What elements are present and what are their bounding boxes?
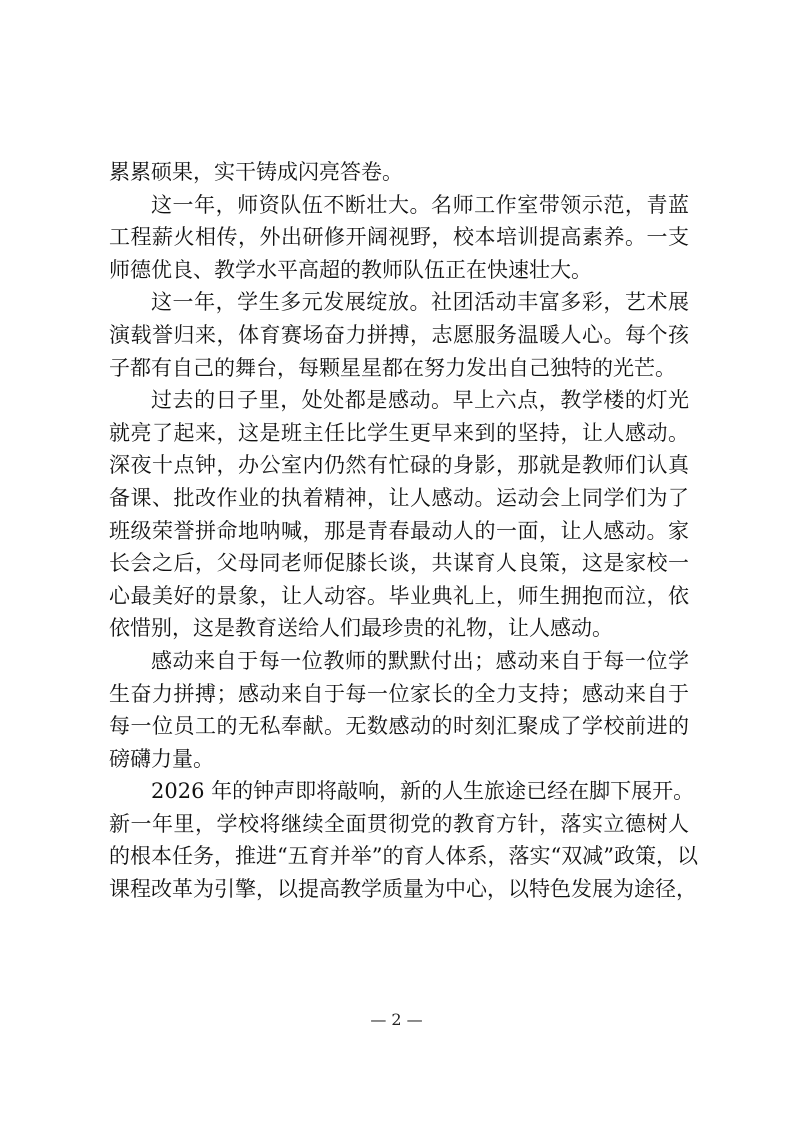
page-number: — 2 — (370, 1010, 423, 1029)
text-line: 新一年里，学校将继续全面贯彻党的教育方针，落实立德树人 (109, 811, 689, 836)
text-line: 长会之后，父母同老师促膝长谈，共谋育人良策，这是家校一 (109, 551, 689, 576)
text-line: 子都有自己的舞台，每颗星星都在努力发出自己独特的光芒。 (109, 355, 676, 380)
text-line: 就亮了起来，这是班主任比学生更早来到的坚持，让人感动。 (109, 420, 689, 445)
text-line: 生奋力拼搏；感动来自于每一位家长的全力支持；感动来自于 (109, 681, 689, 706)
text-line: 深夜十点钟，办公室内仍然有忙碌的身影，那就是教师们认真 (109, 453, 689, 478)
document-body (109, 156, 698, 906)
text-line: 过去的日子里，处处都是感动。早上六点，教学楼的灯光 (151, 388, 689, 413)
text-line: 感动来自于每一位教师的默默付出；感动来自于每一位学 (151, 648, 689, 673)
text-line: 的根本任务，推进“五育并举”的育人体系，落实“双减”政策，以 (109, 844, 698, 869)
text-line: 磅礴力量。 (109, 746, 214, 771)
text-line: 工程薪火相传，外出研修开阔视野，校本培训提高素养。一支 (109, 225, 689, 250)
text-line: 这一年，学生多元发展绽放。社团活动丰富多彩，艺术展 (151, 290, 689, 315)
text-line: 每一位员工的无私奉献。无数感动的时刻汇聚成了学校前进的 (109, 714, 689, 739)
text-line: 这一年，师资队伍不断壮大。名师工作室带领示范，青蓝 (151, 192, 689, 217)
text-line: 课程改革为引擎，以提高教学质量为中心，以特色发展为途径， (109, 877, 697, 902)
text-line: 师德优良、教学水平高超的教师队伍正在快速壮大。 (109, 257, 592, 282)
text-line: 心最美好的景象，让人动容。毕业典礼上，师生拥抱而泣，依 (109, 583, 689, 608)
text-line: 班级荣誉拼命地呐喊，那是青春最动人的一面，让人感动。家 (109, 518, 689, 543)
text-line: 依惜别，这是教育送给人们最珍贵的礼物，让人感动。 (109, 616, 613, 641)
text-line: 演载誉归来，体育赛场奋力拼搏，志愿服务温暖人心。每个孩 (109, 322, 689, 347)
text-line: 2026 年的钟声即将敲响，新的人生旅途已经在脚下展开。 (151, 779, 695, 804)
text-line: 累累硕果，实干铸成闪亮答卷。 (109, 160, 403, 184)
text-line: 备课、批改作业的执着精神，让人感动。运动会上同学们为了 (109, 485, 689, 510)
